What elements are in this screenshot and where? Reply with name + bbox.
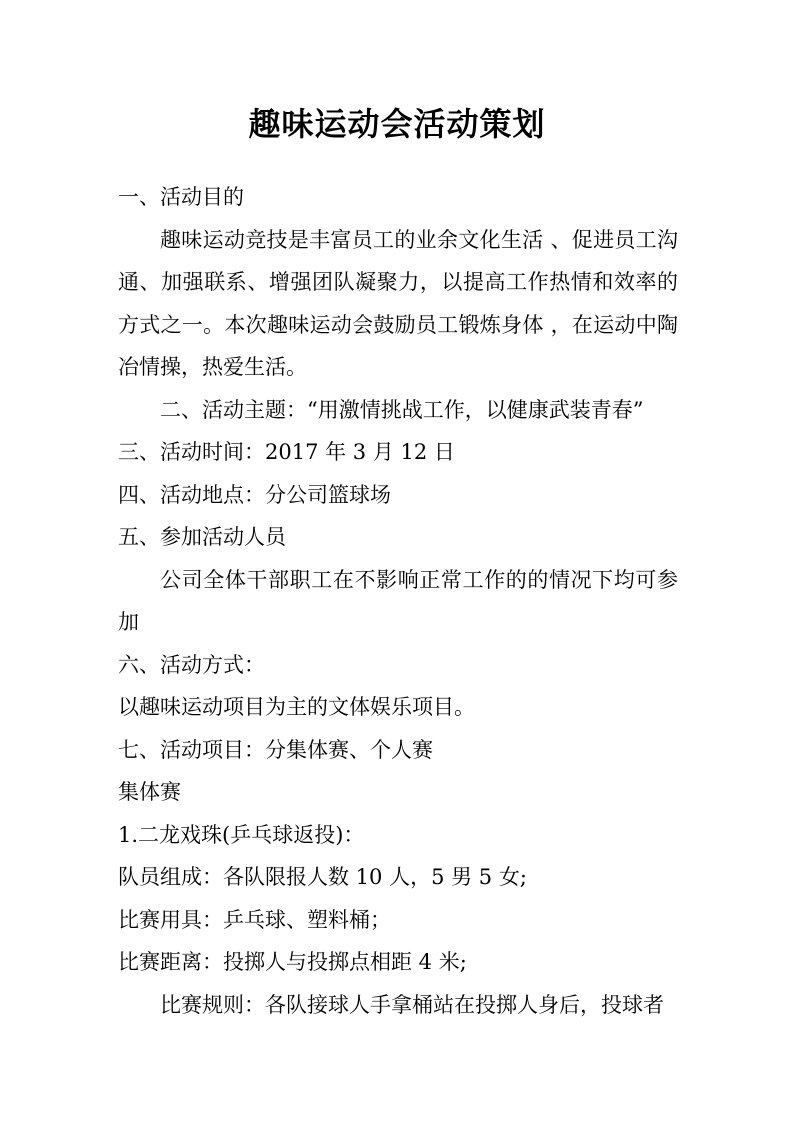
item1-rules: 比赛规则：各队接球人手拿桶站在投掷人身后，投球者 [160,992,664,1017]
section4-location: 四、活动地点：分公司篮球场 [118,482,391,507]
document-body [118,176,678,1026]
item1-equipment: 比赛用具：乒乓球、塑料桶； [118,907,391,932]
section7-items: 七、活动项目：分集体赛、个人赛 [118,737,433,762]
section2-theme: 二、活动主题：“用激情挑战工作，以健康武装青春” [160,397,644,422]
section1-paragraph: 趣味运动竞技是丰富员工的业余文化生活 、促进员工沟通、加强联系、增强团队凝聚力，以提高工作热情和效率的方式之一。本次趣味运动会鼓励员工锻炼身体 ，在运动中陶冶情操，热爱生活。 [118,227,678,379]
document-title: 趣味运动会活动策划 [248,105,546,143]
section6-paragraph: 以趣味运动项目为主的文体娱乐项目。 [118,695,475,719]
item1-distance: 比赛距离：投掷人与投掷点相距 4 米; [118,950,467,974]
section5-paragraph: 公司全体干部职工在不影响正常工作的的情况下均可参加 [118,567,678,634]
item1-team: 队员组成：各队限报人数 10 人，5 男 5 女; [118,865,527,889]
section1-heading: 一、活动目的 [118,185,244,209]
item1-title: 1.二龙戏珠(乒乓球返投)： [118,822,365,847]
section5-heading: 五、参加活动人员 [118,525,286,549]
section6-heading: 六、活动方式： [118,652,265,677]
section3-time: 三、活动时间：2017 年 3 月 12 日 [118,440,455,464]
group-heading: 集体赛 [118,780,181,804]
